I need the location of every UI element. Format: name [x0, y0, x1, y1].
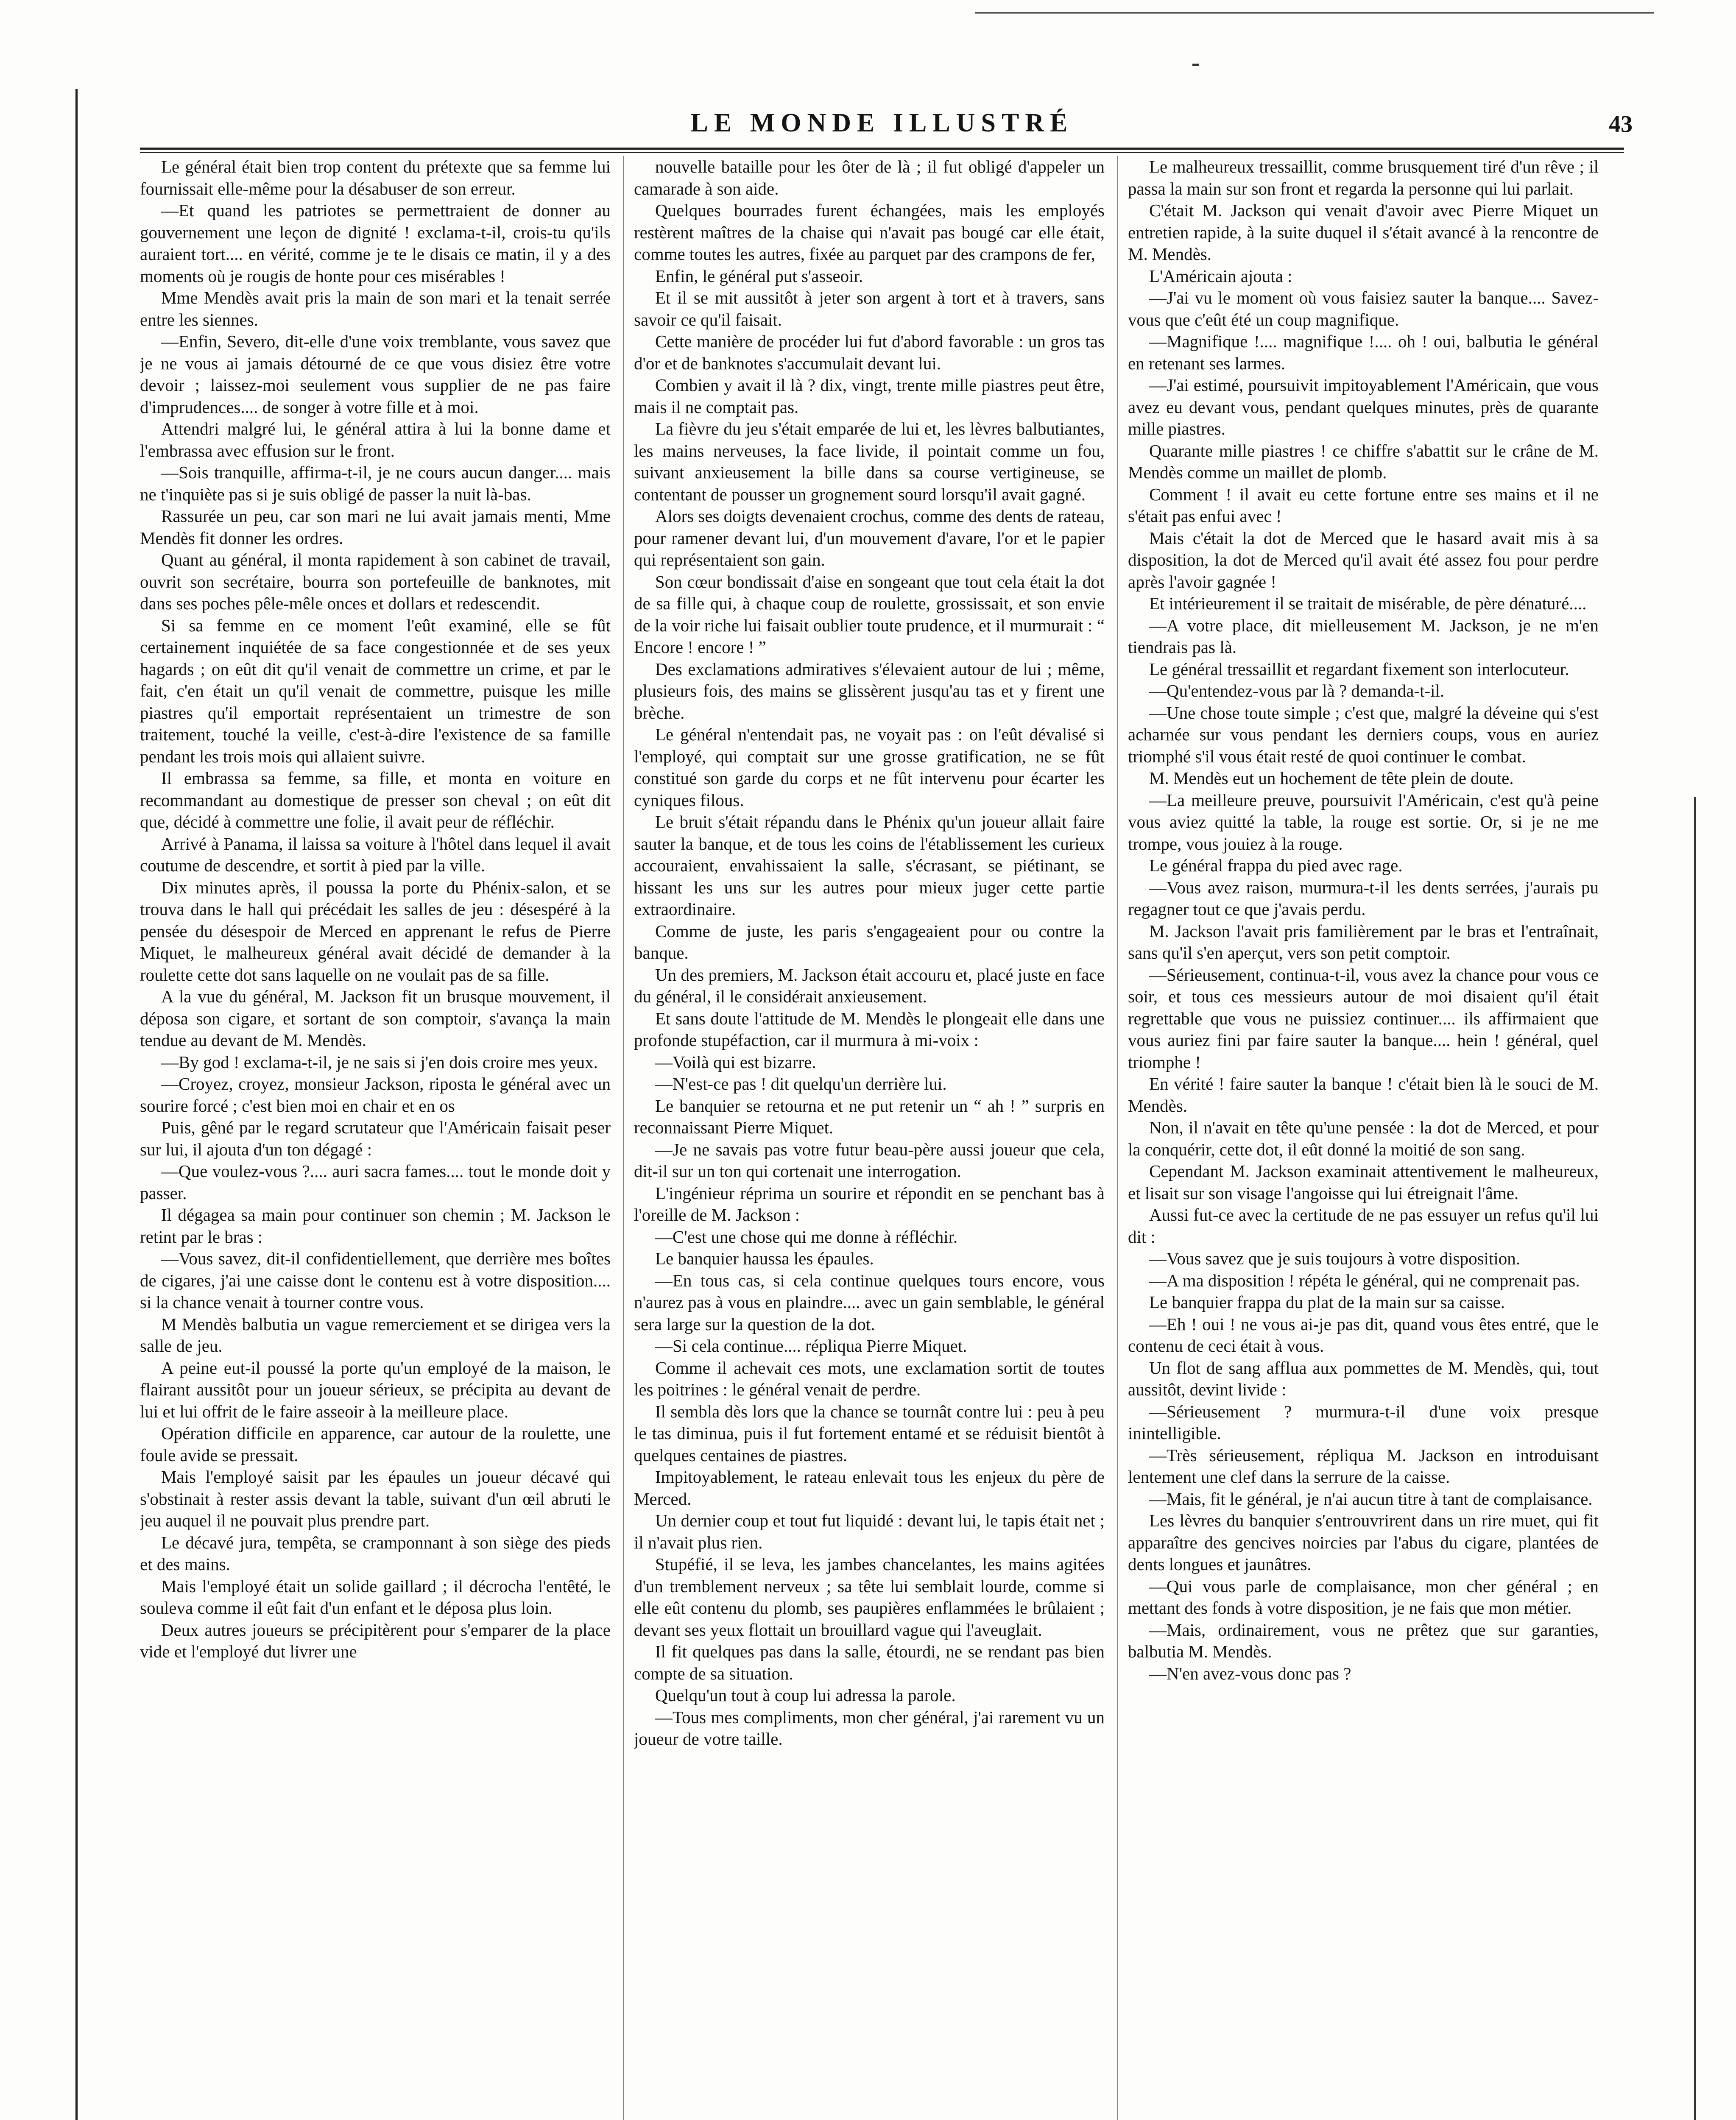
paragraph: Il fit quelques pas dans la salle, étourdi, ne se rendant pas bien compte de sa situation. [634, 1642, 1105, 1683]
paragraph: —Sérieusement ? murmura-t-il d'une voix presque inintelligible. [1128, 1401, 1599, 1443]
paragraph: —J'ai vu le moment où vous faisiez sauter la banque.... Savez-vous que c'eût été un coup magnifique. [1128, 288, 1599, 329]
paragraph: Mais l'employé était un solide gaillard ; il décrocha l'entêté, le souleva comme il eût fait d'un enfant et le déposa plus loin. [140, 1576, 611, 1618]
paragraph: —C'est une chose qui me donne à réfléchir. [655, 1227, 958, 1247]
paragraph: Il embrassa sa femme, sa fille, et monta en voiture en recommandant au domestique de presser son cheval ; on eût dit que, décidé à commettre une folie, il avait peur de réfléchir. [140, 768, 611, 831]
paragraph: Opération difficile en apparence, car autour de la roulette, une foule avide se pressait. [140, 1423, 611, 1465]
paragraph: —Qu'entendez-vous par là ? demanda-t-il. [1149, 681, 1445, 700]
paragraph: Son cœur bondissait d'aise en songeant que tout cela était la dot de sa fille qui, à chaque coup de roulette, grossissait, et son envie de la voir riche lui faisait oublier toute prudence, et il murmurait : “ Encore ! encore ! ” [634, 572, 1105, 657]
paragraph: Le général était bien trop content du prétexte que sa femme lui fournissait elle-même pour la désabuser de son erreur. [140, 157, 611, 198]
paragraph: Il dégagea sa main pour continuer son chemin ; M. Jackson le retint par le bras : [140, 1205, 611, 1247]
paragraph: A peine eut-il poussé la porte qu'un employé de la maison, le flairant aussitôt pour un joueur sérieux, se précipita au devant de lui et lui offrit de le faire asseoir à la meilleure place. [140, 1358, 611, 1421]
column-separator [623, 156, 624, 2120]
paragraph: Le décavé jura, tempêta, se cramponnant à son siège des pieds et des mains. [140, 1532, 611, 1574]
paragraph: Un dernier coup et tout fut liquidé : devant lui, le tapis était net ; il n'avait plus rien. [634, 1511, 1105, 1552]
paragraph: —La meilleure preuve, poursuivit l'Américain, c'est qu'à peine vous aviez quitté la table, la rouge est sortie. Or, si je ne me trompe, vous jouiez à la rouge. [1128, 790, 1599, 854]
paragraph: Cependant M. Jackson examinait attentivement le malheureux, et lisait sur son visage l'angoisse qui lui étreignait l'âme. [1128, 1161, 1599, 1203]
paragraph: Et intérieurement il se traitait de misérable, de père dénaturé.... [1149, 594, 1587, 613]
paragraph: Mme Mendès avait pris la main de son mari et la tenait serrée entre les siennes. [140, 288, 611, 329]
right-margin-rule [1694, 797, 1696, 2120]
paragraph: —A ma disposition ! répéta le général, qui ne comprenait pas. [1149, 1270, 1580, 1290]
paragraph: —Vous avez raison, murmura-t-il les dents serrées, j'aurais pu regagner tout ce que j'avais perdu. [1128, 877, 1599, 919]
paragraph: Et sans doute l'attitude de M. Mendès le plongeait elle dans une profonde stupéfaction, car il murmura à mi-voix : [634, 1008, 1105, 1050]
paragraph: —Enfin, Severo, dit-elle d'une voix tremblante, vous savez que je ne vous ai jamais détourné de ce que vous disiez être votre devoir ; laissez-moi seulement vous supplier de ne pas faire d'imprudences.... de songer à votre fille et à moi. [140, 332, 611, 417]
text-column-2 [634, 156, 1105, 2120]
paragraph: Le général tressaillit et regardant fixement son interlocuteur. [1149, 659, 1569, 679]
paragraph: —Magnifique !.... magnifique !.... oh ! oui, balbutia le général en retenant ses larmes. [1128, 332, 1599, 373]
paragraph: —Que voulez-vous ?.... auri sacra fames.... tout le monde doit y passer. [140, 1161, 611, 1203]
paragraph: Mais l'employé saisit par les épaules un joueur décavé qui s'obstinait à rester assis devant la table, suivant d'un œil abruti le jeu auquel il ne pouvait plus prendre part. [140, 1467, 611, 1530]
paragraph: —Sois tranquille, affirma-t-il, je ne cours aucun danger.... mais ne t'inquiète pas si je suis obligé de passer la nuit là-bas. [140, 463, 611, 504]
masthead-title: LE MONDE ILLUSTRÉ [690, 109, 1074, 137]
paragraph: —N'en avez-vous donc pas ? [1149, 1663, 1351, 1683]
paragraph: —Et quand les patriotes se permettraient de donner au gouvernement une leçon de dignité ! exclama-t-il, crois-tu qu'ils auraient tort.... en vérité, comme je te le disais ce matin, il y a des moments où je rougis de honte pour ces misérables ! [140, 201, 611, 286]
paragraph: A la vue du général, M. Jackson fit un brusque mouvement, il déposa son cigare, et sortant de son comptoir, s'avança la main tendue au devant de M. Mendès. [140, 987, 611, 1050]
paragraph: Impitoyablement, le rateau enlevait tous les enjeux du père de Merced. [634, 1467, 1105, 1509]
paragraph: —Croyez, croyez, monsieur Jackson, riposta le général avec un sourire forcé ; c'est bien moi en chair et en os [140, 1074, 611, 1116]
paragraph: Le malheureux tressaillit, comme brusquement tiré d'un rêve ; il passa la main sur son front et regarda la personne qui lui parlait. [1128, 157, 1599, 198]
paragraph: Combien y avait il là ? dix, vingt, trente mille piastres peut être, mais il ne comptait pas. [634, 375, 1105, 417]
scan-mark [1192, 64, 1199, 66]
paragraph: Comme de juste, les paris s'engageaient pour ou contre la banque. [634, 921, 1105, 962]
page-number: 43 [1609, 111, 1633, 137]
paragraph: Arrivé à Panama, il laissa sa voiture à l'hôtel dans lequel il avait coutume de descendre, et sortit à pied par la ville. [140, 834, 611, 875]
paragraph: Des exclamations admiratives s'élevaient autour de lui ; même, plusieurs fois, des mains se glissèrent jusqu'au tas et y firent une brèche. [634, 659, 1105, 722]
paragraph: En vérité ! faire sauter la banque ! c'était bien là le souci de M. Mendès. [1128, 1074, 1599, 1116]
paragraph: L'Américain ajouta : [1149, 266, 1292, 286]
text-column-1 [140, 156, 611, 2120]
paragraph: La fièvre du jeu s'était emparée de lui et, les lèvres balbutiantes, les mains nerveuses, la face livide, il pointait comme un fou, suivant anxieusement la bille dans sa course vertigineuse, se contentant de pousser un grognement sourd lorsqu'il avait gagné. [634, 419, 1105, 504]
paragraph: —Je ne savais pas votre futur beau-père aussi joueur que cela, dit-il sur un ton qui cortenait une interrogation. [634, 1139, 1105, 1181]
paragraph: Quelqu'un tout à coup lui adressa la parole. [655, 1685, 956, 1705]
paragraph: —J'ai estimé, poursuivit impitoyablement l'Américain, que vous avez eu devant vous, pendant quelques minutes, près de quarante mille piastres. [1128, 375, 1599, 438]
paragraph: Alors ses doigts devenaient crochus, comme des dents de rateau, pour ramener devant lui, d'un mouvement d'avare, l'or et le papier qui représentaient son gain. [634, 506, 1105, 569]
paragraph: —Vous savez, dit-il confidentiellement, que derrière mes boîtes de cigares, j'ai une caisse dont le contenu est à votre disposition.... si la chance venait à tourner contre vous. [140, 1249, 611, 1312]
paragraph: Mais c'était la dot de Merced que le hasard avait mis à sa disposition, la dot de Merced qu'il avait été assez fou pour perdre après l'avoir gagnée ! [1128, 528, 1599, 591]
left-margin-rule [75, 89, 78, 2120]
paragraph: M Mendès balbutia un vague remerciement et se dirigea vers la salle de jeu. [140, 1314, 611, 1356]
paragraph: —A votre place, dit mielleusement M. Jackson, je ne m'en tiendrais pas là. [1128, 615, 1599, 657]
paragraph: Si sa femme en ce moment l'eût examiné, elle se fût certainement inquiétée de sa face congestionnée et de ses yeux hagards ; on eût dit qu'il venait de commettre un crime, et par le fait, c'en était un qu'il venait de commettre, puisque les mille piastres qu'il emportait représentaient un trimestre de son traitement, touché la veille, c'est-à-dire l'existence de sa famille pendant les trois mois qui allaient suivre. [140, 615, 611, 766]
paragraph: —Une chose toute simple ; c'est que, malgré la déveine qui s'est acharnée sur vous pendant les derniers coups, vous en auriez triomphé s'il vous était resté de quoi continuer le combat. [1128, 703, 1599, 766]
paragraph: Quant au général, il monta rapidement à son cabinet de travail, ouvrit son secrétaire, bourra son portefeuille de banknotes, mit dans ses poches pêle-mêle onces et dollars et redescendit. [140, 550, 611, 613]
paragraph: —Mais, fit le général, je n'ai aucun titre à tant de complaisance. [1149, 1489, 1593, 1509]
paragraph: Comme il achevait ces mots, une exclamation sortit de toutes les poitrines : le général venait de perdre. [634, 1358, 1105, 1399]
paragraph: Un flot de sang afflua aux pommettes de M. Mendès, qui, tout aussitôt, devint livide : [1128, 1358, 1599, 1399]
paragraph: —Très sérieusement, répliqua M. Jackson en introduisant lentement une clef dans la serrure de la caisse. [1128, 1445, 1599, 1487]
paragraph: L'ingénieur réprima un sourire et répondit en se penchant bas à l'oreille de M. Jackson : [634, 1183, 1105, 1225]
paragraph: —Si cela continue.... répliqua Pierre Miquet. [655, 1336, 967, 1356]
paragraph: Non, il n'avait en tête qu'une pensée : la dot de Merced, et pour la conquérir, cette dot, il eût donné la moitié de son sang. [1128, 1118, 1599, 1159]
paragraph: Stupéfié, il se leva, les jambes chancelantes, les mains agitées d'un tremblement nerveux ; sa tête lui semblait lourde, comme si elle eût contenu du plomb, ses paupières enflammées le brûlaient ; devant ses yeux flottait un brouillard vague qui l'aveuglait. [634, 1554, 1105, 1640]
paragraph: Aussi fut-ce avec la certitude de ne pas essuyer un refus qu'il lui dit : [1128, 1205, 1599, 1247]
paragraph: —Tous mes compliments, mon cher général, j'ai rarement vu un joueur de votre taille. [634, 1707, 1105, 1749]
paragraph: —Qui vous parle de complaisance, mon cher général ; en mettant des fonds à votre disposition, je ne fais que mon métier. [1128, 1576, 1599, 1618]
paragraph: Dix minutes après, il poussa la porte du Phénix-salon, et se trouva dans le hall qui précédait les salles de jeu : désespéré à la pensée du désespoir de Merced en apprenant le refus de Pierre Miquet, le malheureux général avait décidé de demander à la roulette cette dot sans laquelle on ne voulait pas de sa fille. [140, 877, 611, 985]
page-header [140, 108, 1633, 146]
paragraph: —En tous cas, si cela continue quelques tours encore, vous n'aurez pas à vous en plaindre.... avec un gain semblable, le général sera large sur la question de la dot. [634, 1270, 1105, 1334]
paragraph: Rassurée un peu, car son mari ne lui avait jamais menti, Mme Mendès fit donner les ordres. [140, 506, 611, 548]
paragraph: Et il se mit aussitôt à jeter son argent à tort et à travers, sans savoir ce qu'il faisait. [634, 288, 1105, 329]
paragraph: Un des premiers, M. Jackson était accouru et, placé juste en face du général, il le considérait anxieusement. [634, 965, 1105, 1006]
paragraph: nouvelle bataille pour les ôter de là ; il fut obligé d'appeler un camarade à son aide. [634, 157, 1105, 198]
paragraph: —Mais, ordinairement, vous ne prêtez que sur garanties, balbutia M. Mendès. [1128, 1620, 1599, 1661]
paragraph: C'était M. Jackson qui venait d'avoir avec Pierre Miquet un entretien rapide, à la suite duquel il s'était avancé à la rencontre de M. Mendès. [1128, 201, 1599, 264]
header-rule [140, 148, 1624, 153]
text-column-3 [1128, 156, 1599, 2120]
paragraph: —Voilà qui est bizarre. [655, 1052, 816, 1072]
paragraph: Cette manière de procéder lui fut d'abord favorable : un gros tas d'or et de banknotes s'accumulait devant lui. [634, 332, 1105, 373]
paragraph: Enfin, le général put s'asseoir. [655, 266, 863, 286]
paragraph: Le banquier haussa les épaules. [655, 1249, 874, 1268]
paragraph: Le bruit s'était répandu dans le Phénix qu'un joueur allait faire sauter la banque, et de tous les coins de l'établissement les curieux accouraient, envahissaient la salle, s'écrasant, se piétinant, se hissant les uns sur les autres pour mieux juger cette partie extraordinaire. [634, 812, 1105, 919]
paragraph: Les lèvres du banquier s'entrouvrirent dans un rire muet, qui fit apparaître des gencives noircies par l'abus du cigare, plantées de dents longues et jaunâtres. [1128, 1511, 1599, 1574]
top-edge-rule [975, 12, 1654, 14]
paragraph: —Sérieusement, continua-t-il, vous avez la chance pour vous ce soir, et tous ces messieurs autour de moi disaient qu'il était regrettable que vous ne puissiez continuer.... ils affirmaient que vous auriez fini par faire sauter la banque.... hein ! général, quel triomphe ! [1128, 965, 1599, 1072]
paragraph: Comment ! il avait eu cette fortune entre ses mains et il ne s'était pas enfui avec ! [1128, 484, 1599, 526]
paragraph: M. Mendès eut un hochement de tête plein de doute. [1149, 768, 1514, 788]
paragraph: Le général frappa du pied avec rage. [1149, 856, 1403, 875]
paragraph: M. Jackson l'avait pris familièrement par le bras et l'entraînait, sans qu'il s'en aperçut, vers son petit comptoir. [1128, 921, 1599, 962]
column-separator [1117, 156, 1118, 2120]
paragraph: Le banquier se retourna et ne put retenir un “ ah ! ” surpris en reconnaissant Pierre Miquet. [634, 1096, 1105, 1137]
paragraph: —By god ! exclama-t-il, je ne sais si j'en dois croire mes yeux. [161, 1052, 598, 1072]
paragraph: —Eh ! oui ! ne vous ai-je pas dit, quand vous êtes entré, que le contenu de ceci était à vous. [1128, 1314, 1599, 1356]
paragraph: Attendri malgré lui, le général attira à lui la bonne dame et l'embrassa avec effusion sur le front. [140, 419, 611, 460]
paragraph: Quelques bourrades furent échangées, mais les employés restèrent maîtres de la chaise qui n'avait pas bougé car elle était, comme toutes les autres, fixée au parquet par des crampons de fer, [634, 201, 1105, 264]
paragraph: Il sembla dès lors que la chance se tournât contre lui : peu à peu le tas diminua, puis il fut fortement entamé et se réduisit bientôt à quelques centaines de piastres. [634, 1401, 1105, 1465]
paragraph: —Vous savez que je suis toujours à votre disposition. [1149, 1249, 1520, 1268]
paragraph: Le banquier frappa du plat de la main sur sa caisse. [1149, 1292, 1505, 1312]
paragraph: —N'est-ce pas ! dit quelqu'un derrière lui. [655, 1074, 947, 1093]
paragraph: Puis, gêné par le regard scrutateur que l'Américain faisait peser sur lui, il ajouta d'un ton dégagé : [140, 1118, 611, 1159]
paragraph: Quarante mille piastres ! ce chiffre s'abattit sur le crâne de M. Mendès comme un maillet de plomb. [1128, 441, 1599, 482]
paragraph: Deux autres joueurs se précipitèrent pour s'emparer de la place vide et l'employé dut livrer une [140, 1620, 611, 1661]
paragraph: Le général n'entendait pas, ne voyait pas : on l'eût dévalisé si l'employé, qui comptait sur une grosse gratification, ne se fût constitué son garde du corps et ne fût intervenu pour écarter les cyniques filous. [634, 725, 1105, 810]
